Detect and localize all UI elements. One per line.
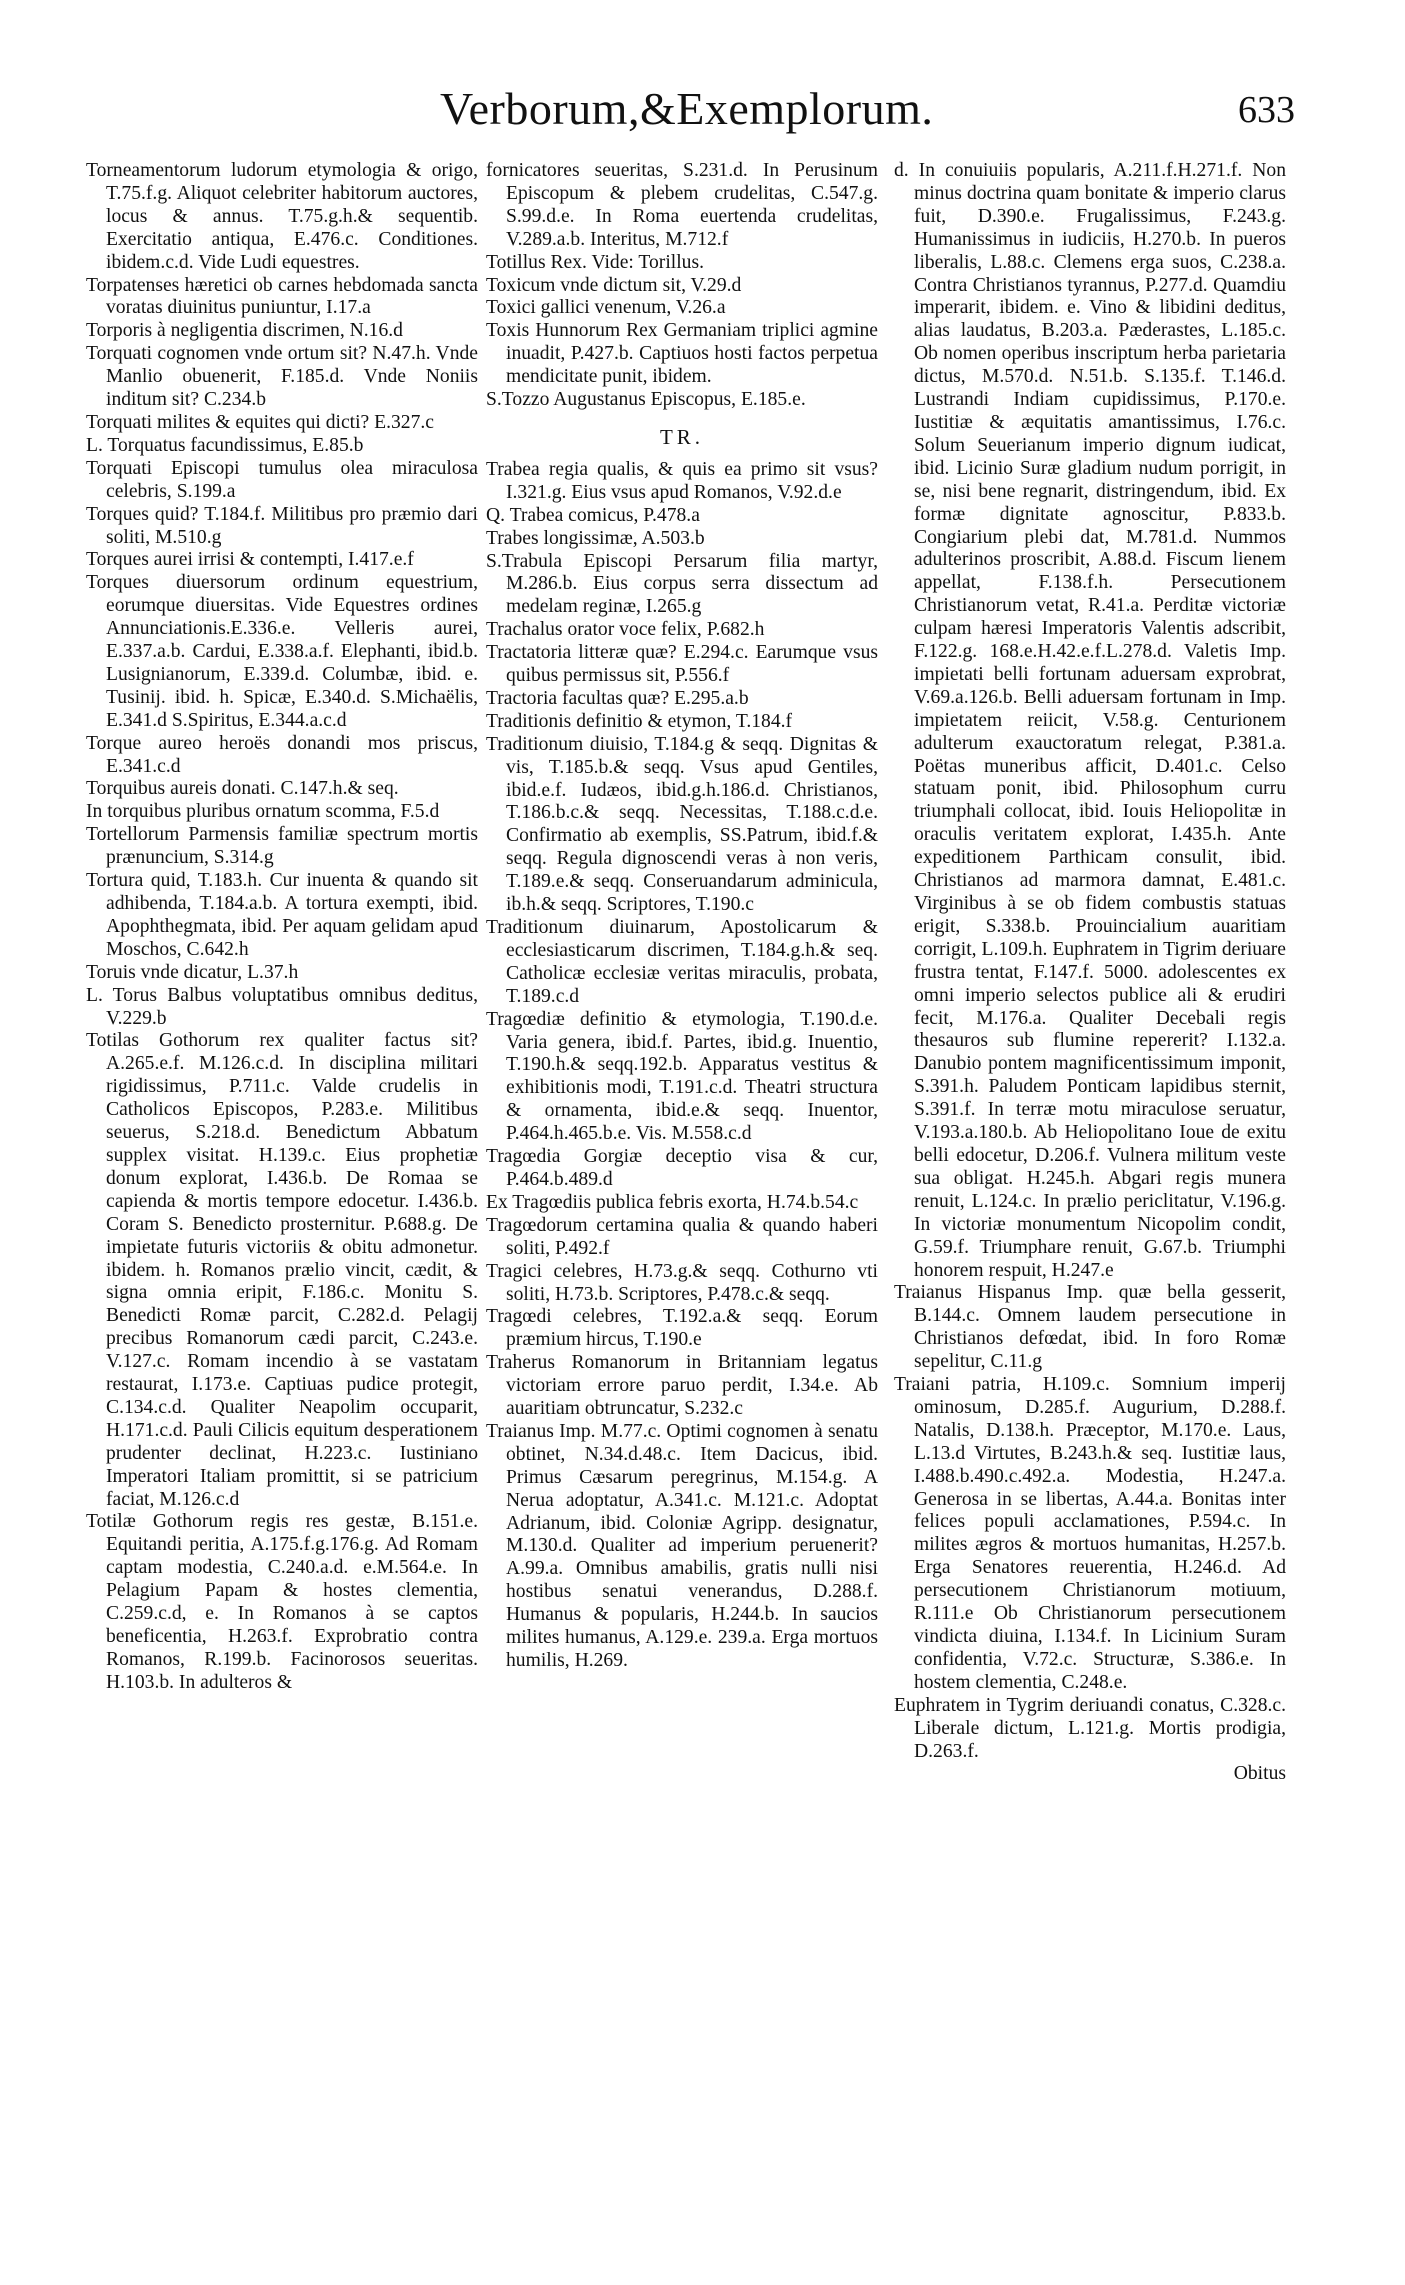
index-entry: Tragœdia Gorgiæ deceptio visa & cur, P.464.b.489.d (486, 1146, 878, 1190)
index-entry: Tragici celebres, H.73.g.& seqq. Cothurno vti soliti, H.73.b. Scriptores, P.478.c.& seqq. (486, 1260, 878, 1305)
index-entry: Torquibus aureis donati. C.147.h.& seq. (86, 778, 399, 800)
index-entry: Toxici gallici venenum, V.26.a (486, 297, 726, 319)
index-entry: Torquati Episcopi tumulus olea miraculosa celebris, S.199.a (86, 457, 478, 502)
index-entry: S.Trabula Episcopi Persarum filia martyr, M.286.b. Eius corpus serra dissectum ad medelam reginæ, I.265.g (486, 550, 878, 618)
index-entry: Trachalus orator voce felix, P.682.h (486, 619, 765, 641)
index-entry: Traditionum diuinarum, Apostolicarum & ecclesiasticarum discrimen, T.184.g.h.& seq. Catholicæ ecclesiæ veritas miraculis, probata, T.189.c.d (486, 917, 878, 1007)
index-entry: Trabea regia qualis, & quis ea primo sit vsus? I.321.g. Eius vsus apud Romanos, V.92.d.e (486, 458, 878, 503)
index-entry: Toruis vnde dicatur, L.37.h (86, 961, 299, 983)
index-entry: d. In conuiuiis popularis, A.211.f.H.271.f. Non minus doctrina quam bonitate & imperio clarus fuit, D.390.e. Frugalissimus, F.243.g. Humanissimus in iudiciis, H.270.b. In pueros liberalis, L.88.c. Clemens erga suos, C.238.a. Contra Christianos tyrannus, P.277.d. Quamdiu imperarit, ibidem. e. Vino & libidini deditus, alias laudatus, B.203.a. Pæderastes, L.185.c. Ob nomen operibus inscriptum herba parietaria dictus, M.570.d. N.51.b. S.135.f. T.146.d. Lustrandi Indiam cupidissimus, P.170.e. Iustitiæ & æquitatis amantissimus, I.76.c. Solum Seuerianum imperio dignum iudicat, ibid. Licinio Suræ gladium nudum porrigit, in se, nisi bene regnarit, distringendum, ibid. Ex formæ dignitate agnoscitur, P.833.b. Congiarium plebi dat, M.781.d. Nummos adulterinos proscribit, A.88.d. Fiscum lienem appellat, F.138.f.h. Persecutionem Christianorum vetat, R.41.a. Perditæ victoriæ culpam hæresi Imperatoris Valentis adscribit, F.122.g. 168.e.H.42.e.f.L.278.d. Valetis Imp. impietati belli fortunam aduersam exprobrat, V.69.a.126.b. Belli aduersam fortunam in Imp. impietatem reiicit, V.58.g. Centurionem adulterum exauctoratum relegat, P.381.a. Poëtas muneribus afficit, D.401.c. Celso statuam ponit, ibid. Philosophum curru triumphali collocat, ibid. Iouis Heliopolitæ in oraculis veritatem explorat, I.435.h. Ante expeditionem Parthicam consulit, ibid. Christianos ad marmora damnat, E.481.c. Virginibus à se ob fidem combustis statuas erigit, S.338.b. Prouincialium auaritiam corrigit, L.109.h. Euphratem in Tigrim deriuare frustra tentat, F.147.f. 5000. adolescentes ex omni imperio selectos publice ali & erudiri fecit, M.176.a. Qualiter Decebali regis thesauros sub flumine repererit? I.132.a. Danubio pontem magnificentissimum imponit, S.391.h. Paludem Ponticam lapidibus sternit, S.391.f. In terræ motu miraculose seruatur, V.193.a.180.b. Ab Heliopolitano Ioue de exitu belli edocetur, D.206.f. Vulnera militum veste sua obligat. H.245.h. Abgari regis munera renuit, L.124.c. In prælio periclitatur, V.196.g. In victoriæ monumentum Nicopolim condit, G.59.f. Triumphare renuit, G.67.b. Triumphi honorem respuit, H.247.e (894, 160, 1286, 1281)
page-number: 633 (1238, 89, 1295, 131)
index-entry: Tragœdiæ definitio & etymologia, T.190.d.e. Varia genera, ibid.f. Partes, ibid.g. Inuentio, T.190.h.& seqq.192.b. Apparatus vestitus & exhibitionis modi, T.191.c.d. Theatri structura & ornamenta, ibid.e.& seqq. Inuentor, P.464.h.465.b.e. Vis. M.558.c.d (486, 1008, 878, 1145)
index-entry: fornicatores seueritas, S.231.d. In Perusinum Episcopum & plebem crudelitas, C.547.g. S.99.d.e. In Roma euertenda crudelitas, V.289.a.b. Interitus, M.712.f (486, 160, 878, 250)
index-entry: Totilas Gothorum rex qualiter factus sit? A.265.e.f. M.126.c.d. In disciplina militari rigidissimus, P.711.c. Valde crudelis in Catholicos Episcopos, P.283.e. Militibus seuerus, S.218.d. Benedictum Abbatum supplex visitat. H.139.c. Eius prophetiæ donum explorat, I.436.b. De Romaa se capienda & mortis tempore edocetur. I.436.b. Coram S. Benedicto prosternitur. P.688.g. De impietate futuris victoriis & obitu admonetur. ibidem. h. Romanos prælio vincit, cædit, & signa omnia eripit, F.186.c. Monitu S. Benedicti Romæ parcit, C.282.d. Pelagij precibus Romanorum cædi parcit, C.243.e. V.127.c. Romam incendio à se vastatam restaurat, I.173.e. Captiuas pudice protegit, C.134.c.d. Qualiter Neapolim occuparit, H.171.c.d. Pauli Cilicis equitum desperationem prudenter declinat, H.223.c. Iustiniano Imperatori Italiam promittit, si se patricium faciat, M.126.c.d (86, 1030, 478, 1510)
index-entry: Toxis Hunnorum Rex Germaniam triplici agmine inuadit, P.427.b. Captiuos hosti factos perpetua mendicitate punit, ibidem. (486, 320, 878, 388)
index-entry: Traiani patria, H.109.c. Somnium imperij ominosum, D.285.f. Augurium, D.288.f. Natalis, D.138.h. Præceptor, M.170.e. Laus, L.13.d Virtutes, B.243.h.& seq. Iustitiæ laus, I.488.b.490.c.492.a. Modestia, H.247.a. Generosa in se libertas, A.44.a. Bonitas inter felices populi acclamationes, P.594.c. In milites ægros & mortuos humanitas, H.257.b. Erga Senatores reuerentia, H.246.d. Ad persecutionem Christianorum motiuum, R.111.e Ob Christianorum persecutionem vindicta diuina, I.134.f. In Licinium Suram confidentia, V.72.c. Structuræ, S.386.e. In hostem clementia, C.248.e. (894, 1374, 1286, 1693)
index-entry: Torquati milites & equites qui dicti? E.327.c (86, 411, 434, 433)
index-column-2 (486, 160, 878, 1673)
running-header: Verborum,&Exemplorum. (440, 83, 934, 134)
index-entry: Q. Trabea comicus, P.478.a (486, 504, 700, 526)
index-entry: Tragœdi celebres, T.192.a.& seqq. Eorum præmium hircus, T.190.e (486, 1306, 878, 1351)
index-column-3 (894, 160, 1286, 1786)
catchword: Obitus (1233, 1763, 1286, 1785)
index-entry: Torques aurei irrisi & contempti, I.417.e.f (86, 549, 414, 571)
index-entry: Ex Tragœdiis publica febris exorta, H.74.b.54.c (486, 1191, 859, 1213)
index-entry: Euphratem in Tygrim deriuandi conatus, C.328.c. Liberale dictum, L.121.g. Mortis prodigia, D.263.f. (894, 1694, 1286, 1762)
index-entry: Traditionum diuisio, T.184.g & seqq. Dignitas & vis, T.185.b.& seqq. Vsus apud Gentiles, ibid.e.f. Iudæos, ibid.g.h.186.d. Christianos, T.186.b.c.& seqq. Necessitas, T.188.c.d.e. Confirmatio ab exemplis, SS.Patrum, ibid.f.& seqq. Regula dignoscendi veras à non veris, T.189.e.& seqq. Conseruandarum adminicula, ib.h.& seqq. Scriptores, T.190.c (486, 733, 878, 916)
index-entry: Torquati cognomen vnde ortum sit? N.47.h. Vnde Manlio obuenerit, F.185.d. Vnde Noniis inditum sit? C.234.b (86, 343, 478, 411)
index-entry: Torques diuersorum ordinum equestrium, eorumque diuersitas. Vide Equestres ordines Annunciationis.E.336.e. Velleris aurei, E.337.a.b. Cardui, E.338.a.f. Elephanti, ibid.b. Lusignianorum, E.339.d. Columbæ, ibid. e. Tusinij. ibid. h. Spicæ, E.340.d. S.Michaëlis, E.341.d S.Spiritus, E.344.a.c.d (86, 572, 478, 731)
index-entry: Traherus Romanorum in Britanniam legatus victoriam errore paruo perdit, I.34.e. Ab auaritiam obtruncatur, S.232.c (486, 1352, 878, 1420)
index-entry: Torque aureo heroës donandi mos priscus, E.341.c.d (86, 732, 478, 777)
index-entry: Tractatoria litteræ quæ? E.294.c. Earumque vsus quibus permissus sit, P.556.f (486, 642, 878, 687)
index-entry: Traianus Hispanus Imp. quæ bella gesserit, B.144.c. Omnem laudem persecutione in Christianos defœdat, ibid. In foro Romæ sepelitur, C.11.g (894, 1282, 1286, 1373)
index-entry: Totillus Rex. Vide: Torillus. (486, 251, 704, 273)
index-entry: Tortura quid, T.183.h. Cur inuenta & quando sit adhibenda, T.184.a.b. A tortura exempti, ibid. Apophthegmata, ibid. Per aquam gelidam apud Moschos, C.642.h (86, 870, 478, 960)
index-column-1 (86, 160, 478, 1695)
index-entry: In torquibus pluribus ornatum scomma, F.5.d (86, 801, 440, 823)
index-entry: Totilæ Gothorum regis res gestæ, B.151.e. Equitandi peritia, A.175.f.g.176.g. Ad Romam captam modestia, C.240.a.d. e.M.564.e. In Pelagium Papam & hostes clementia, C.259.c.d, e. In Romanos à se captos beneficentia, H.263.f. Exprobratio contra Romanos, R.199.b. Facinorosos seueritas. H.103.b. In adulteros & (86, 1511, 478, 1693)
index-entry: Toxicum vnde dictum sit, V.29.d (486, 274, 742, 296)
index-entry: Torques quid? T.184.f. Militibus pro præmio dari soliti, M.510.g (86, 503, 478, 548)
index-entry: Torneamentorum ludorum etymologia & origo, T.75.f.g. Aliquot celebriter habitorum auctores, locus & annus. T.75.g.h.& sequentib. Exercitatio antiqua, E.476.c. Conditiones. ibidem.c.d. Vide Ludi equestres. (86, 160, 478, 273)
index-entry: S.Tozzo Augustanus Episcopus, E.185.e. (486, 389, 806, 411)
index-entry: Torpatenses hæretici ob carnes hebdomada sancta voratas diuinitus puniuntur, I.17.a (86, 274, 478, 319)
index-entry: Torporis à negligentia discrimen, N.16.d (86, 320, 403, 342)
index-entry: L. Torus Balbus voluptatibus omnibus deditus, V.229.b (86, 984, 478, 1029)
index-entry: Trabes longissimæ, A.503.b (486, 527, 705, 549)
index-entry: Traianus Imp. M.77.c. Optimi cognomen à senatu obtinet, N.34.d.48.c. Item Dacicus, ibid. Primus Cæsarum peregrinus, M.154.g. A Nerua adoptatur, A.341.c. M.121.c. Adoptat Adrianum, ibid. Coloniæ Agripp. designatur, M.130.d. Qualiter ad imperium peruenerit? A.99.a. Omnibus amabilis, gratis nulli nisi hostibus senatui venerandus, D.288.f. Humanus & popularis, H.244.b. In saucios milites humanus, A.129.e. 239.a. Erga mortuos humilis, H.269. (486, 1420, 878, 1671)
index-entry: Tortellorum Parmensis familiæ spectrum mortis prænuncium, S.314.g (86, 824, 478, 869)
index-entry: Tragœdorum certamina qualia & quando haberi soliti, P.492.f (486, 1214, 878, 1259)
section-heading: TR. (659, 424, 705, 449)
index-entry: Traditionis definitio & etymon, T.184.f (486, 710, 793, 732)
index-entry: Tractoria facultas quæ? E.295.a.b (486, 687, 749, 709)
index-entry: L. Torquatus facundissimus, E.85.b (86, 434, 364, 456)
